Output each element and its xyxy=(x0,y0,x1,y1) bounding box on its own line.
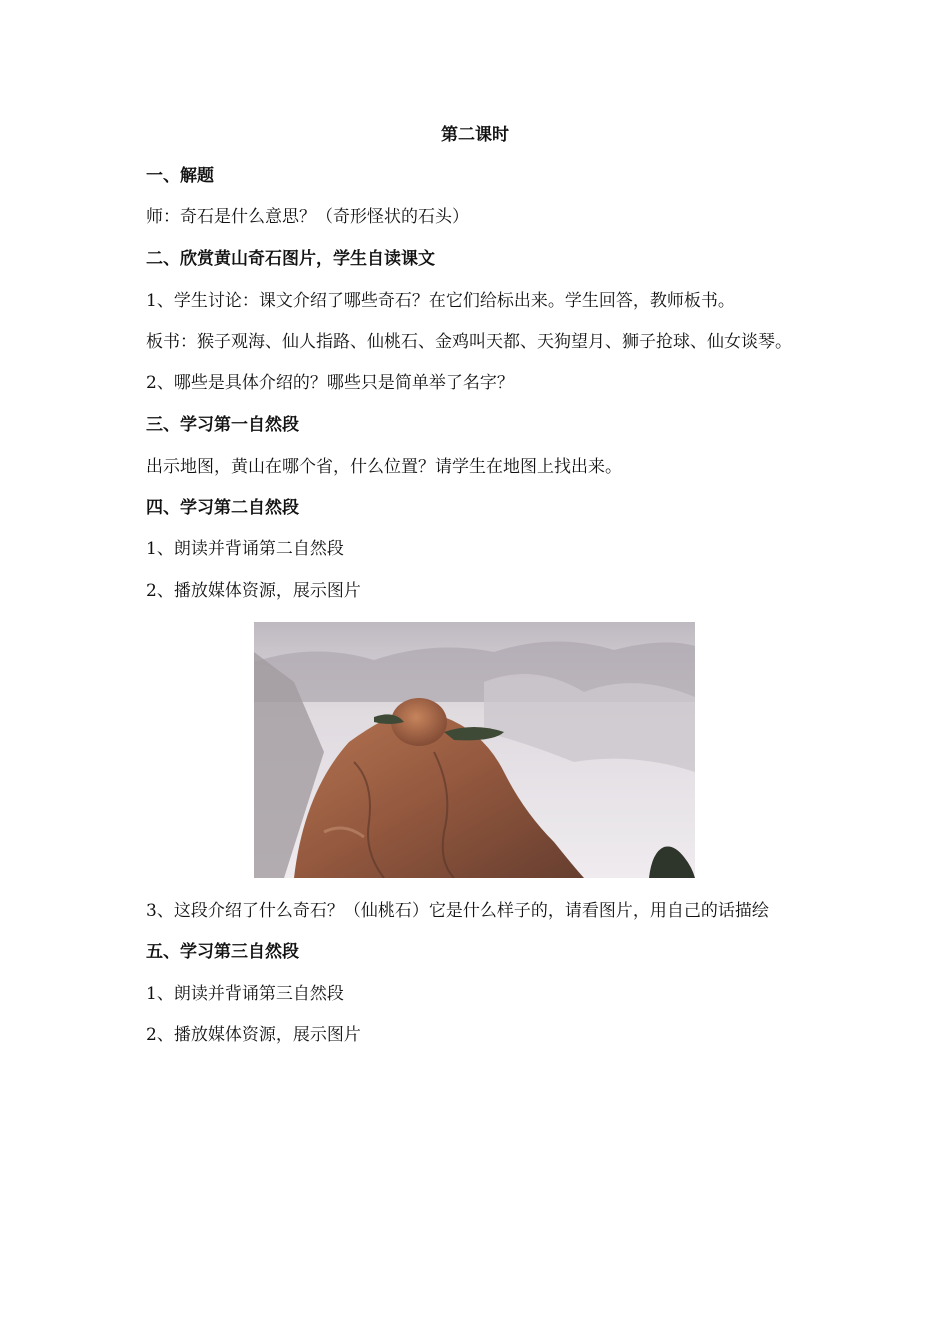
lesson-title: 第二课时 xyxy=(441,125,509,145)
paragraph-line: 3、这段介绍了什么奇石？（仙桃石）它是什么样子的，请看图片，用自己的话描绘 xyxy=(146,901,769,921)
huangshan-peach-rock-image xyxy=(254,622,695,878)
paragraph-line: 出示地图，黄山在哪个省，什么位置？请学生在地图上找出来。 xyxy=(146,457,622,477)
paragraph-line: 2、哪些是具体介绍的？哪些只是简单举了名字？ xyxy=(146,373,514,393)
paragraph-line: 1、朗读并背诵第二自然段 xyxy=(146,539,344,559)
paragraph-line: 1、朗读并背诵第三自然段 xyxy=(146,984,344,1004)
paragraph-line: 1、学生讨论：课文介绍了哪些奇石？在它们给标出来。学生回答，教师板书。 xyxy=(146,291,735,311)
section-heading-3: 三、学习第一自然段 xyxy=(146,415,299,435)
section-heading-5: 五、学习第三自然段 xyxy=(146,942,299,962)
section-heading-4: 四、学习第二自然段 xyxy=(146,498,299,518)
paragraph-line: 板书：猴子观海、仙人指路、仙桃石、金鸡叫天都、天狗望月、狮子抢球、仙女谈琴。 xyxy=(146,332,792,352)
paragraph-line: 师：奇石是什么意思？（奇形怪状的石头） xyxy=(146,207,469,227)
section-heading-1: 一、解题 xyxy=(146,166,214,186)
paragraph-line: 2、播放媒体资源，展示图片 xyxy=(146,1025,361,1045)
paragraph-line: 2、播放媒体资源，展示图片 xyxy=(146,581,361,601)
section-heading-2: 二、欣赏黄山奇石图片，学生自读课文 xyxy=(146,249,435,269)
